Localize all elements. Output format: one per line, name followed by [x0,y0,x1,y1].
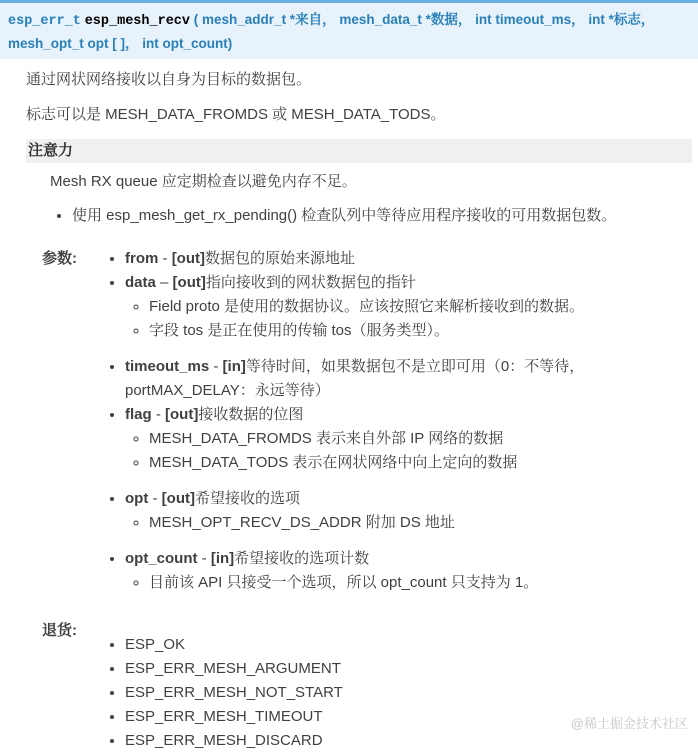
param-name: opt [125,490,149,507]
return-item: • ESP_ERR_MESH_TIMEOUT [125,705,692,729]
param-separator: – [155,274,173,291]
param-description: 接收数据的位图 [198,406,304,423]
watermark: @稀土掘金技术社区 [570,716,688,731]
param-description: 指向接收到的网状数据包的指针 [205,274,416,291]
param-name: timeout_ms [125,358,210,375]
param-name: opt_count [125,550,198,567]
param-item-opt [125,487,692,535]
description-paragraph-1: 通过网状网络接收以自身为目标的数据包。 [26,71,312,88]
param-separator: - [151,406,166,423]
param-description: 希望接收的选项 [194,490,300,507]
param-description: 希望接收的选项计数 [234,550,370,567]
param-item-opt-count [125,547,692,595]
param-separator: - [158,250,172,267]
params-line-1: ( mesh_addr_t *来自， mesh_data_t *数据， int timeout_ms， int *标志， [193,12,655,27]
param-sub-item: ◦ 字段 tos 是正在使用的传输 tos（服务类型）。 [149,319,692,343]
param-direction: [out] [165,406,199,423]
returns-label: 退货: [42,622,77,639]
param-item-from [125,247,692,271]
parameters-section [26,247,692,607]
function-name: esp_mesh_recv [84,14,191,29]
parameter-list [111,247,692,595]
param-sub-item: ◦ MESH_DATA_TODS 表示在网状网络中向上定向的数据 [149,451,692,475]
returns-section [26,619,692,753]
return-item: • ESP_OK [125,633,692,657]
param-sub-item: ◦ MESH_OPT_RECV_DS_ADDR 附加 DS 地址 [149,511,692,535]
note-text: Mesh RX queue 应定期检查以避免内存不足。 [50,173,357,190]
param-item-data [125,271,692,343]
param-separator: - [197,550,211,567]
parameters-label: 参数: [42,250,77,267]
param-name: from [125,250,159,267]
function-description [0,69,698,753]
return-item: • ESP_ERR_MESH_NOT_START [125,681,692,705]
param-direction: [out] [161,490,195,507]
return-item: • ESP_ERR_MESH_ARGUMENT [125,657,692,681]
param-separator: - [209,358,223,375]
param-item-flag [125,403,692,475]
param-sub-item: ◦ 目前该 API 只接受一个选项，所以 opt_count 只支持为 1。 [149,571,692,595]
param-separator: - [148,490,162,507]
param-item-timeout-ms [125,355,692,403]
param-direction: [out] [172,274,206,291]
param-name: data [125,274,156,291]
note-title: 注意力 [26,139,692,163]
param-direction: [in] [222,358,246,375]
return-list [111,633,692,753]
description-paragraph-2: 标志可以是 MESH_DATA_FROMDS 或 MESH_DATA_TODS。 [26,106,446,123]
param-description: 数据包的原始来源地址 [205,250,356,267]
return-item: • ESP_ERR_MESH_DISCARD [125,729,692,753]
param-sub-item: ◦ Field proto 是使用的数据协议。应该按照它来解析接收到的数据。 [149,295,692,319]
return-type[interactable]: esp_err_t [8,14,81,29]
param-name: flag [125,406,152,423]
function-signature [0,0,698,59]
note-bullet: • 使用 esp_mesh_get_rx_pending() 检查队列中等待应用程序接收的可用数据包数。 [72,205,692,227]
param-sub-item: ◦ MESH_DATA_FROMDS 表示来自外部 IP 网络的数据 [149,427,692,451]
params-line-2: mesh_opt_t opt [ ]， int opt_count) [8,36,233,51]
param-description: 等待时间，如果数据包不是立即可用（0：不等待，portMAX_DELAY：永远等待） [125,358,585,399]
param-direction: [in] [210,550,235,567]
note-admonition [26,139,692,227]
param-direction: [out] [171,250,205,267]
